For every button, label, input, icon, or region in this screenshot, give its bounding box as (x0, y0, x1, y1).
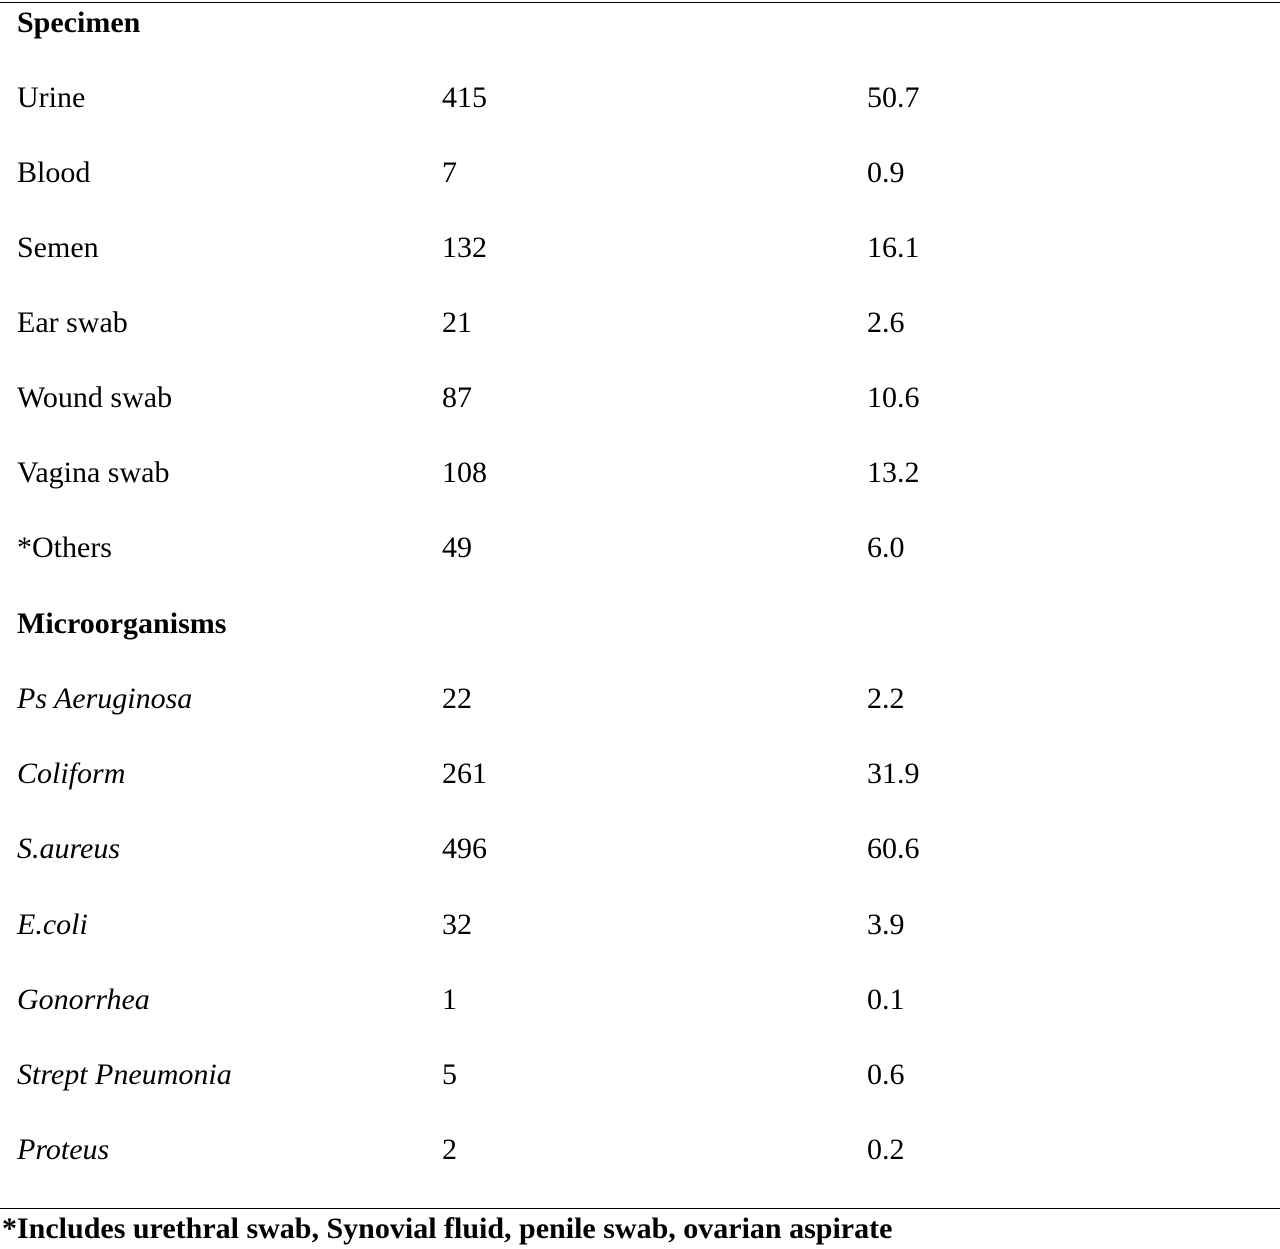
row-label: Ps Aeruginosa (17, 682, 193, 715)
table-row (0, 905, 1280, 945)
table-row (0, 1130, 1280, 1170)
table-row (0, 754, 1280, 794)
row-count: 5 (442, 1058, 457, 1091)
row-count: 108 (442, 456, 487, 489)
row-percent: 2.2 (867, 682, 905, 715)
table-row (0, 453, 1280, 493)
row-percent: 0.6 (867, 1058, 905, 1091)
row-label: Vagina swab (17, 456, 170, 489)
row-count: 261 (442, 757, 487, 790)
row-count: 132 (442, 231, 487, 264)
table-row (0, 980, 1280, 1020)
row-count: 1 (442, 983, 457, 1016)
row-percent: 16.1 (867, 231, 920, 264)
table-row (0, 679, 1280, 719)
table-row (0, 153, 1280, 193)
row-label: Coliform (17, 757, 126, 790)
row-label: Urine (17, 81, 86, 114)
row-label: Gonorrhea (17, 983, 150, 1016)
table-row (0, 528, 1280, 568)
row-count: 496 (442, 832, 487, 865)
section-heading-row (0, 604, 1280, 644)
row-percent: 60.6 (867, 832, 920, 865)
row-percent: 3.9 (867, 908, 905, 941)
row-label: S.aureus (17, 832, 121, 865)
table-row (0, 829, 1280, 869)
row-count: 2 (442, 1133, 457, 1166)
row-label: E.coli (17, 908, 88, 941)
row-count: 32 (442, 908, 472, 941)
row-percent: 0.2 (867, 1133, 905, 1166)
row-count: 21 (442, 306, 472, 339)
row-count: 49 (442, 531, 472, 564)
section-heading-specimen: Specimen (17, 6, 141, 39)
row-percent: 0.1 (867, 983, 905, 1016)
row-label: Proteus (17, 1133, 110, 1166)
row-percent: 50.7 (867, 81, 920, 114)
table-footnote: *Includes urethral swab, Synovial fluid, penile swab, ovarian aspirate (2, 1212, 893, 1245)
table-row (0, 303, 1280, 343)
section-heading-microorganisms: Microorganisms (17, 607, 227, 640)
table-bottom-rule (0, 1208, 1280, 1209)
row-percent: 6.0 (867, 531, 905, 564)
row-percent: 13.2 (867, 456, 920, 489)
row-label: *Others (17, 531, 112, 564)
table-row (0, 1055, 1280, 1095)
row-label: Ear swab (17, 306, 128, 339)
row-count: 22 (442, 682, 472, 715)
row-label: Semen (17, 231, 99, 264)
row-percent: 2.6 (867, 306, 905, 339)
row-label: Blood (17, 156, 91, 189)
row-count: 87 (442, 381, 472, 414)
table-row (0, 228, 1280, 268)
section-heading-row (0, 3, 1280, 43)
row-count: 415 (442, 81, 487, 114)
table-row (0, 378, 1280, 418)
row-percent: 10.6 (867, 381, 920, 414)
row-label: Wound swab (17, 381, 173, 414)
row-label: Strept Pneumonia (17, 1058, 232, 1091)
row-percent: 31.9 (867, 757, 920, 790)
table-row (0, 78, 1280, 118)
row-count: 7 (442, 156, 457, 189)
row-percent: 0.9 (867, 156, 905, 189)
